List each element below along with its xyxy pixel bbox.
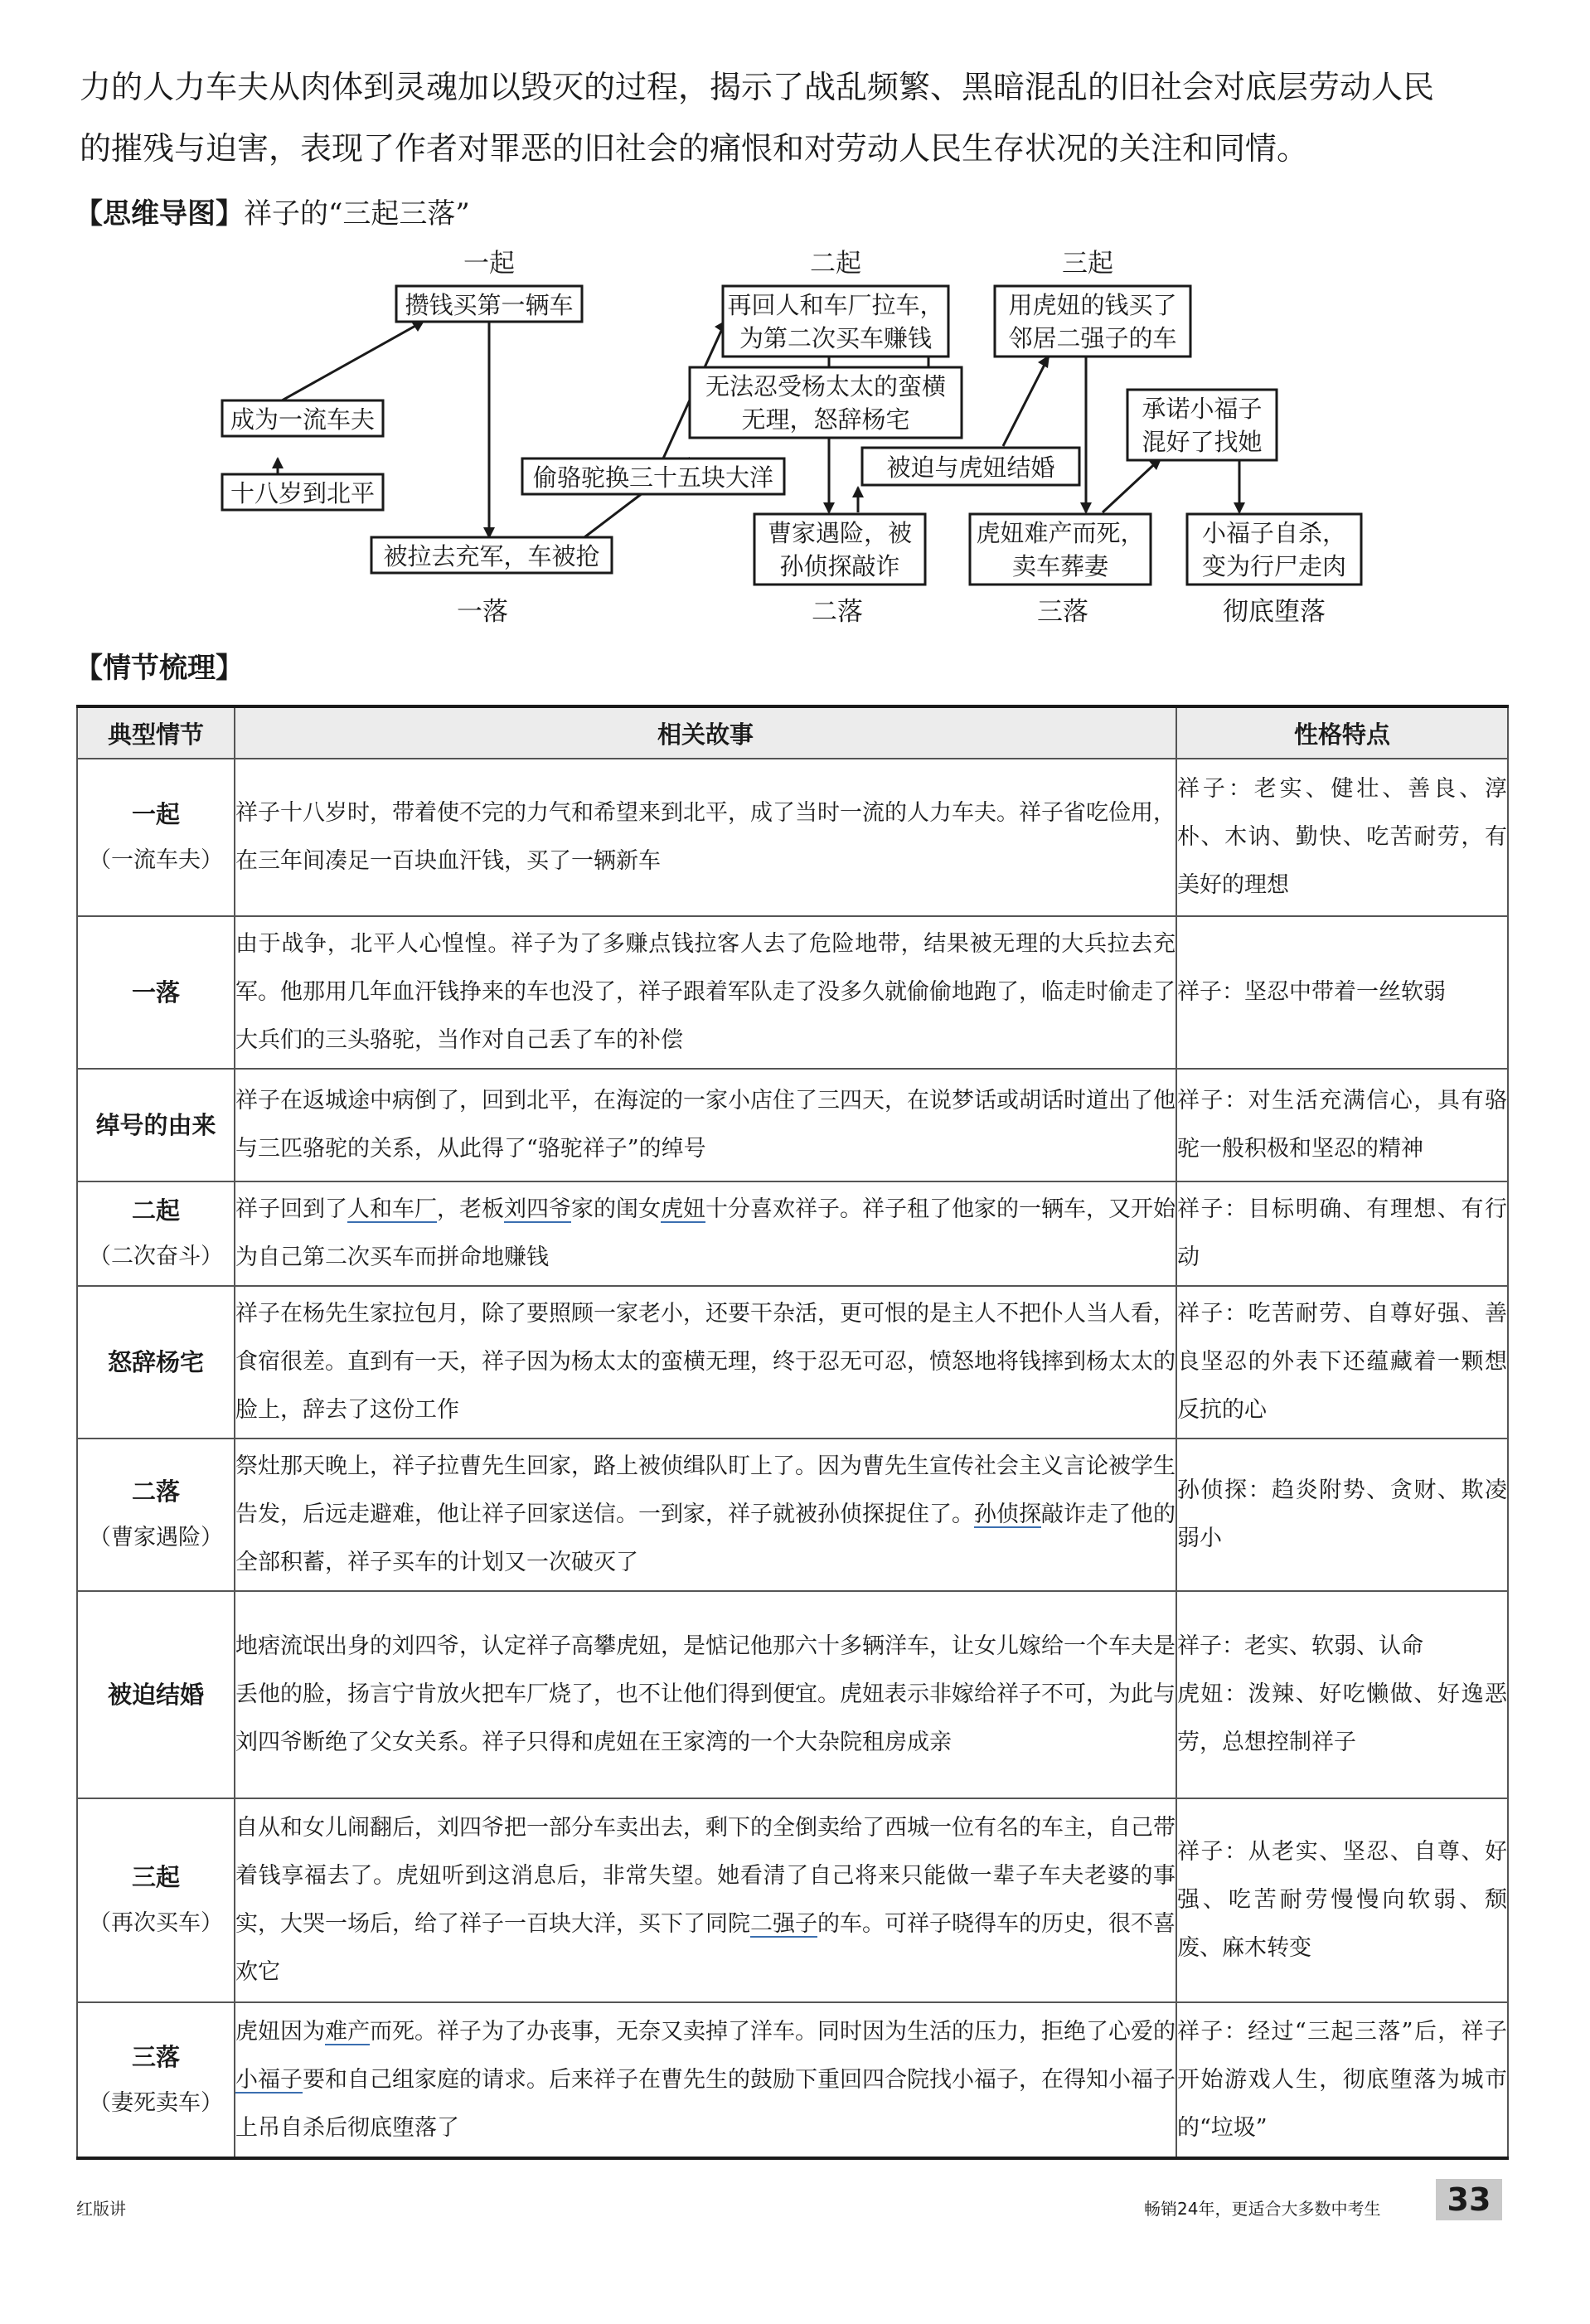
- label-yiqi: 一起: [463, 249, 515, 279]
- event-subtitle: （再次买车）: [89, 1910, 223, 1936]
- story-cell: [235, 1439, 1176, 1591]
- story-cell: 地痞流氓出身的刘四爷，认定祥子高攀虎妞，是惦记他那六十多辆洋车，让女儿嫁给一个车夫是丢他的脸，扬言宁肯放火把车厂烧了，也不让他们得到便宜。虎妞表示非嫁给祥子不可，为此与刘四爷断绝了父女关系。祥子只得和虎妞在王家湾的一个大杂院租房成亲: [235, 1591, 1176, 1798]
- box-beila-text: 被拉去充军，车被抢: [383, 542, 600, 570]
- story-text: 的车。可祥子晓得车的历史，很不喜欢它: [235, 1911, 1176, 1985]
- connector-beipo-yonghu: [1003, 357, 1049, 446]
- traits-line: 祥子：老实、软弱、认命: [1177, 1633, 1423, 1659]
- event-subtitle: （一流车夫）: [89, 847, 223, 873]
- label-sanqi: 三起: [1062, 249, 1113, 279]
- plot-table: [76, 705, 1509, 2160]
- connector-chengwei-zanqian: [282, 322, 423, 400]
- event-cell: [77, 1591, 235, 1798]
- box-chengnuo-line2: 混好了找她: [1142, 428, 1263, 456]
- arrowhead-hunan: [1080, 502, 1092, 514]
- story-cell: [235, 1798, 1176, 2002]
- event-title: 怒辞杨宅: [107, 1348, 204, 1376]
- intro-line-1: 力的人力车夫从肉体到灵魂加以毁灭的过程，揭示了战乱频繁、黑暗混乱的旧社会对底层劳动人民: [80, 69, 1435, 105]
- story-text: 要和自己组家庭的请求。后来祥子在曹先生的鼓励下重回四合院找小福子，在得知小福子上吊自杀后彻底堕落了: [235, 2066, 1176, 2141]
- traits-cell: 孙侦探：趋炎附势、贪财、欺凌弱小: [1176, 1439, 1508, 1591]
- story-keyword: 孙侦探: [974, 1502, 1041, 1527]
- table-row: [77, 2002, 1508, 2158]
- arrowhead-caojia: [823, 502, 835, 514]
- story-cell: 祥子在返城途中病倒了，回到北平，在海淀的一家小店住了三四天，在说梦话或胡话时道出了他与三匹骆驼的关系，从此得了“骆驼祥子”的绰号: [235, 1069, 1176, 1181]
- table-header-row: [77, 706, 1508, 759]
- event-cell: [77, 916, 235, 1069]
- event-title: 三起: [131, 1863, 180, 1891]
- table-row: [77, 1798, 1508, 2002]
- story-text: ，老板: [437, 1196, 504, 1222]
- story-text: 自从和女儿闹翻后，刘四爷把一部分车卖出去，剩下的全倒卖给了西城一位有名的车主，自己带着钱享福去了。虎妞听到这消息后，非常失望。她看清了自己将来只能做一辈子车夫老婆的事实，大哭一场后，给了祥子一百块大洋，买下了同院: [235, 1815, 1176, 1937]
- table-row: [77, 1286, 1508, 1439]
- event-subtitle: （妻死卖车）: [89, 2089, 223, 2116]
- event-subtitle: （二次奋斗）: [89, 1244, 223, 1269]
- story-text: 祭灶那天晚上，祥子拉曹先生回家，路上被侦缉队盯上了。因为曹先生宣传社会主义言论被学生告发，后远走避难，他让祥子回家送信。一到家，祥子就被孙侦探捉住了。: [235, 1453, 1176, 1527]
- story-keyword: 刘四爷: [504, 1196, 571, 1222]
- arrowhead-beipo: [852, 486, 864, 497]
- box-hunan-line1: 虎妞难产而死，: [976, 519, 1145, 547]
- story-cell: 由于战争，北平人心惶惶。祥子为了多赚点钱拉客人去了危险地带，结果被无理的大兵拉去充军。他那用几年血汗钱挣来的车也没了，祥子跟着军队走了没多久就偷偷地跑了，临走时偷走了大兵们的三头骆驼，当作对自己丢了车的补偿: [235, 916, 1176, 1069]
- box-zanqian-text: 攒钱买第一辆车: [405, 291, 574, 319]
- box-yonghu-line2: 邻居二强子的车: [1008, 324, 1177, 352]
- box-chengwei-text: 成为一流车夫: [230, 405, 376, 434]
- label-erluo: 二落: [812, 597, 863, 627]
- traits-cell: [1176, 1591, 1508, 1798]
- story-keyword: 二强子: [750, 1911, 817, 1937]
- header-traits: 性格特点: [1176, 706, 1508, 759]
- mindmap-heading-tag: 【思维导图】: [75, 197, 244, 230]
- table-row: [77, 1069, 1508, 1181]
- event-cell: [77, 759, 235, 916]
- event-cell: [77, 1798, 235, 2002]
- box-beipo-text: 被迫与虎妞结婚: [886, 454, 1055, 482]
- mindmap-diagram: [0, 0, 1590, 647]
- story-text: 家的闺女: [571, 1196, 661, 1222]
- table-row: [77, 916, 1508, 1069]
- plot-heading: [75, 645, 244, 686]
- event-cell: [77, 1286, 235, 1439]
- story-cell: 祥子在杨先生家拉包月，除了要照顾一家老小，还要干杂活，更可恨的是主人不把仆人当人看，食宿很差。直到有一天，祥子因为杨太太的蛮横无理，终于忍无可忍，愤怒地将钱摔到杨太太的脸上，辞去了这份工作: [235, 1286, 1176, 1439]
- box-zaihui-line2: 为第二次买车赚钱: [739, 324, 933, 352]
- footer-left: 红版讲: [76, 2199, 126, 2219]
- traits-cell: 祥子：经过“三起三落”后，祥子开始游戏人生，彻底堕落为城市的“垃圾”: [1176, 2002, 1508, 2158]
- traits-cell: 祥子：坚忍中带着一丝软弱: [1176, 916, 1508, 1069]
- connector-hunan-chengnuo: [1103, 458, 1161, 512]
- box-wufa-line1: 无法忍受杨太太的蛮横: [705, 372, 947, 400]
- event-title: 绰号的由来: [95, 1111, 216, 1139]
- event-cell: [77, 1439, 235, 1591]
- table-row: [77, 1591, 1508, 1798]
- box-xiaofu-line1: 小福子自杀，: [1201, 519, 1347, 547]
- story-keyword: 小福子: [235, 2066, 303, 2093]
- box-yonghu-line1: 用虎妞的钱买了: [1008, 291, 1177, 319]
- mindmap-heading-text: 祥子的“三起三落”: [244, 197, 470, 230]
- label-erqi: 二起: [810, 249, 861, 279]
- traits-cell: 祥子：目标明确、有理想、有行动: [1176, 1181, 1508, 1286]
- story-text: 祥子回到了: [235, 1196, 347, 1222]
- box-chengnuo-line1: 承诺小福子: [1142, 395, 1263, 423]
- event-title: 一起: [131, 800, 180, 828]
- story-keyword: 难产: [325, 2018, 370, 2045]
- box-caojia-line2: 孙侦探敲诈: [779, 552, 900, 580]
- traits-cell: 祥子：吃苦耐劳、自尊好强、善良坚忍的外表下还蕴藏着一颗想反抗的心: [1176, 1286, 1508, 1439]
- label-chedi: 彻底堕落: [1223, 597, 1326, 627]
- box-caojia-line1: 曹家遇险，被: [767, 519, 913, 547]
- header-event: 典型情节: [77, 706, 235, 759]
- story-text: 虎妞因为: [235, 2018, 325, 2045]
- event-cell: [77, 2002, 235, 2158]
- plot-heading-tag: 【情节梳理】: [75, 652, 244, 685]
- footer-right: 畅销24年，更适合大多数中考生: [1144, 2199, 1381, 2219]
- event-cell: [77, 1069, 235, 1181]
- story-keyword: 虎妞: [661, 1196, 705, 1222]
- story-cell: 祥子十八岁时，带着使不完的力气和希望来到北平，成了当时一流的人力车夫。祥子省吃俭用，在三年间凑足一百块血汗钱，买了一辆新车: [235, 759, 1176, 916]
- table-row: [77, 759, 1508, 916]
- event-subtitle: （曹家遇险）: [89, 1525, 223, 1550]
- story-cell: [235, 2002, 1176, 2158]
- arrowhead-chengwei: [272, 457, 284, 468]
- traits-cell: 祥子：从老实、坚忍、自尊、好强、吃苦耐劳慢慢向软弱、颓废、麻木转变: [1176, 1798, 1508, 2002]
- story-text: 十分喜欢祥子。祥子租了他家的一辆车，又开始为自己第二次买车而拼命地赚钱: [235, 1196, 1176, 1270]
- story-text: 而死。祥子为了办丧事，无奈又卖掉了洋车。同时因为生活的压力，拒绝了心爱的: [370, 2018, 1176, 2045]
- table-row: [77, 1181, 1508, 1286]
- arrowhead-xiaofu: [1234, 502, 1245, 514]
- label-sanluo: 三落: [1037, 597, 1088, 627]
- traits-cell: 祥子：老实、健壮、善良、淳朴、木讷、勤快、吃苦耐劳，有美好的理想: [1176, 759, 1508, 916]
- box-hunan-line2: 卖车葬妻: [1011, 552, 1109, 580]
- story-keyword: 人和车厂: [347, 1196, 437, 1222]
- box-wufa-line2: 无理，怒辞杨宅: [741, 405, 910, 434]
- event-title: 三落: [131, 2042, 180, 2071]
- box-zaihui-line1: 再回人和车厂拉车，: [727, 291, 944, 319]
- story-cell: [235, 1181, 1176, 1286]
- event-title: 二起: [131, 1196, 180, 1225]
- table-row: [77, 1439, 1508, 1591]
- event-title: 二落: [131, 1477, 180, 1506]
- box-xiaofu-line2: 变为行尸走肉: [1201, 552, 1347, 580]
- intro-line-2: 的摧残与迫害，表现了作者对罪恶的旧社会的痛恨和对劳动人民生存状况的关注和同情。: [80, 130, 1309, 167]
- box-toulu-text: 偷骆驼换三十五块大洋: [532, 463, 774, 492]
- traits-line: 虎妞：泼辣、好吃懒做、好逸恶劳，总想控制祥子: [1177, 1681, 1507, 1755]
- story-text: 敲诈走了他的全部积蓄，祥子买车的计划又一次破灭了: [235, 1502, 1176, 1575]
- page-number: 33: [1436, 2179, 1502, 2220]
- header-story: 相关故事: [235, 706, 1176, 759]
- event-title: 被迫结婚: [107, 1681, 204, 1709]
- label-yiluo: 一落: [457, 597, 508, 627]
- event-cell: [77, 1181, 235, 1286]
- event-title: 一落: [131, 978, 180, 1007]
- box-shiba-text: 十八岁到北平: [230, 479, 376, 507]
- traits-cell: 祥子：对生活充满信心，具有骆驼一般积极和坚忍的精神: [1176, 1069, 1508, 1181]
